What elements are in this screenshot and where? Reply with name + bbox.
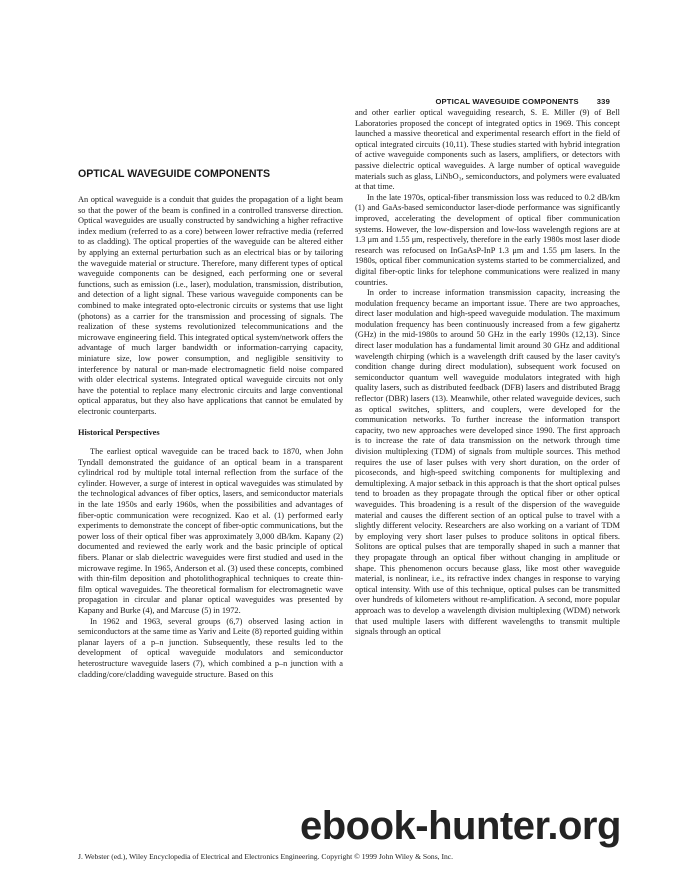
left-column xyxy=(78,168,343,680)
article-title: OPTICAL WAVEGUIDE COMPONENTS xyxy=(78,168,271,180)
right-column xyxy=(355,108,620,638)
section-heading: Historical Perspectives xyxy=(78,428,160,438)
history-paragraph-1: The earliest optical waveguide can be traced back to 1870, when John Tyndall demonstrated the guidance of an optical beam in a transparent cylindrical rod by multiple total internal reflection from the surface of the cylinder. However, a surge of interest in optical waveguides was stimulated by the technological advances of fiber optics, lasers, and semiconductor materials in the late 1950s and early 1960s, when the possibilities and advantages of fiber-optic communication were recognized. Kao et al. (1) performed early experiments to demonstrate the concept of fiber-optic communications, but the power loss of their optical fiber was approximately 3,000 dB/km. Kapany (2) documented and reviewed the early work and the basic principle of optical fibers. Planar or slab dielectric waveguides were first studied and used in the microwave regime. In 1965, Anderson et al. (3) used these concepts, combined with thin-film deposition and photolithographical techniques to create thin-film optical waveguides. The theoretical formalism for electromagnetic wave propagation in circular and planar optical waveguides was presented by Kapany and Burke (4), and Marcuse (5) in 1972. xyxy=(78,447,343,615)
right-paragraph-3: In order to increase information transmission capacity, increasing the modulation frequency became an important issue. There are two approaches, direct laser modulation and high-speed waveguide modulation. The maximum modulation frequency has been continuously increased from a few gigahertz (GHz) in the mid-1980s to around 50 GHz in the early 1990s (12,13). Since direct laser modulation has a fundamental limit around 30 GHz and additional wavelength chirping (which is a wavelength drift caused by the laser cavity's condition change during direct modulation), subsequent work focused on semiconductor quantum well waveguide modulators integrated with high quality lasers, such as distributed feedback (DFB) lasers and distributed Bragg reflector (DBR) lasers (13). Meanwhile, other related waveguide devices, such as optical switches, splitters, and couplers, were developed for the communication networks. To further increase the information transport capacity, two new approaches were developed since 1990. The first approach is to increase the rate of data transmission on the network through time division multiplexing (TDM) of signals from multiple sources. This method requires the use of laser pulses with very short duration, on the order of picoseconds, and high-speed switching components for multiplexing and demultiplexing. A major setback in this approach is that the short optical pulses tend to broaden as they propagate through the optical fiber or other optical waveguides. This broadening is a result of the dispersion of the waveguide material and causes the different section of an optical pulse to travel with a slightly different velocity. Researchers are also working on a variant of TDM by employing very short laser pulses to produce solitons in optical fibers. Solitons are optical pulses that are temporally shaped in such a manner that they propagate through an optical fiber without changing in amplitude or shape. This phenomenon occurs because glass, like most other waveguide material, is nonlinear, i.e., its refractive index changes in response to varying optical intensity. With use of this technique, optical pulses can be transmitted over hundreds of kilometers without re-amplification. A second, more popular approach was to develop a wavelength division multiplexing (WDM) network that used multiple lasers with different wavelengths to transmit multiple signals through an optical xyxy=(355,288,620,637)
right-paragraph-1: and other earlier optical waveguiding research, S. E. Miller (9) of Bell Laboratories proposed the concept of integrated optics in 1969. This concept launched a massive theoretical and experimental research effort in the field of optical integrated circuits (10,11). These studies started with hybrid integration of active waveguide components such as lasers, amplifiers, or detectors with passive dielectric optical waveguides. A large number of optical waveguide materials such as glass, LiNbO₃, semiconductors, and polymers were evaluated at that time. xyxy=(355,108,620,192)
footer-citation: J. Webster (ed.), Wiley Encyclopedia of Electrical and Electronics Engineering. Copyright © 1999 John Wiley & Sons, Inc. xyxy=(78,852,454,861)
watermark: ebook-hunter.org xyxy=(300,804,621,848)
history-paragraph-2: In 1962 and 1963, several groups (6,7) observed lasing action in semiconductors at the same time as Yariv and Leite (8) reported guiding within planar layers of a p–n junction. Subsequently, these results led to the development of optical waveguide modulators and semiconductor heterostructure waveguide lasers (7), which combined a p–n junction with a cladding/core/cladding waveguide structure. Based on this xyxy=(78,616,343,679)
page-number: 339 xyxy=(596,97,610,106)
intro-paragraph: An optical waveguide is a conduit that guides the propagation of a light beam so that the power of the beam is confined in a controlled transverse direction. Optical waveguides are usually constructed by sandwiching a higher refractive index medium (referred to as a core) between lower refractive media (referred to as cladding). The optical properties of the waveguide can be altered either by applying an external perturbation such as an electrical bias or by tailoring the waveguide material or structure. Therefore, many different types of optical waveguide components can be designed, each performing one or several functions, such as emission (i.e., laser), modulation, transmission, distribution, and detection of a light signal. These various waveguide components can be combined to make integrated opto-electronic circuits or systems that use light (photons) as a carrier for the transmission and processing of signals. The realization of these systems revolutionized telecommunications and the microwave engineering field. This integrated optical system/network offers the advantage of much larger bandwidth or information-carrying capacity, miniature size, low power consumption, and negligible sensitivity to interference by natural or man-made electromagnetic field noise compared with older electrical systems. Integrated optical waveguide circuits not only have the potential to replace many electronic circuits and large conventional optical apparatus, but they also have applications that cannot be emulated by electronic counterparts. xyxy=(78,195,343,416)
running-head xyxy=(435,97,610,106)
right-paragraph-2: In the late 1970s, optical-fiber transmission loss was reduced to 0.2 dB/km (1) and GaAs-based semiconductor laser-diode performance was significantly improved, accelerating the development of optical fiber communication systems. However, the low-dispersion and low-loss wavelength regions are at 1.3 μm and 1.55 μm, respectively, therefore in the early 1980s most laser diode research was refocused on InGaAsP-InP 1.3 μm and 1.55 μm lasers. In the 1980s, optical fiber communication systems started to be commercialized, and digital fiber-optic links for telephone communications were realized in many countries. xyxy=(355,192,620,287)
running-title: OPTICAL WAVEGUIDE COMPONENTS xyxy=(435,97,579,106)
